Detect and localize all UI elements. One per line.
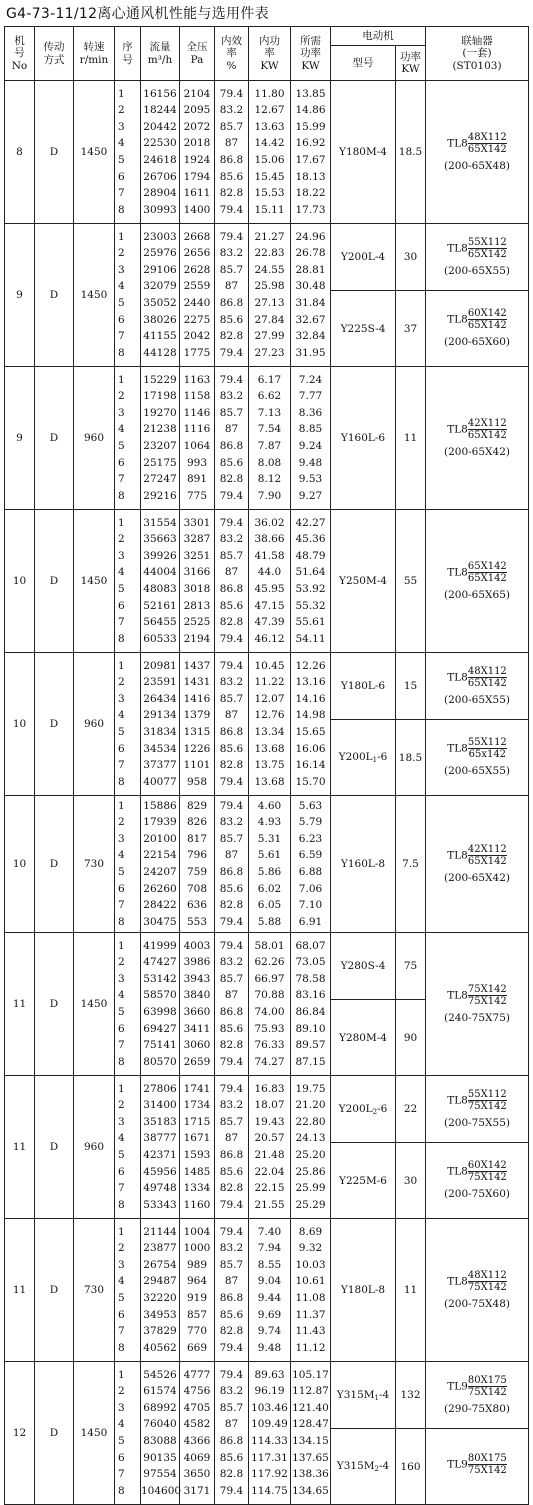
seq-list: 1 2 3 4 5 6 7 8 — [115, 1219, 141, 1362]
flow-list: 27806 31400 35183 38777 42371 45956 49748 53343 — [141, 1076, 180, 1219]
flow-list: 41999 47427 53142 58570 63998 69427 75141 80570 — [141, 933, 180, 1076]
drive: D — [35, 653, 74, 796]
efficiency-list: 79.4 83.2 85.7 87 86.8 85.6 82.8 79.4 — [215, 1076, 249, 1219]
flow-list: 31554 35663 39926 44004 48083 52161 56455 60533 — [141, 510, 180, 653]
required-power-list: 5.63 5.79 6.23 6.59 6.88 7.06 7.10 6.91 — [291, 796, 331, 933]
motor-model — [331, 1219, 396, 1362]
coupling-cell — [426, 720, 529, 796]
coupling-cell — [426, 291, 529, 367]
header-flow: 流量 m³/h — [141, 27, 180, 81]
motor-power: 30 — [396, 224, 426, 291]
coupling-denominator: 65X142 — [467, 855, 507, 867]
coupling-spec — [426, 237, 528, 260]
motor-model-base: Y280S-4 — [340, 960, 386, 972]
machine-no: 10 — [5, 510, 35, 653]
motor-model-subscript: 1 — [374, 1393, 379, 1402]
internal-power-list: 58.01 62.26 66.97 70.88 74.00 75.93 76.33 74.27 — [249, 933, 291, 1076]
coupling-type: TL9 — [447, 1380, 468, 1392]
table-row — [5, 510, 529, 653]
coupling-type: TL8 — [447, 671, 468, 683]
coupling-spec — [426, 308, 528, 331]
efficiency-list: 79.4 83.2 85.7 87 86.8 85.6 82.8 79.4 — [215, 510, 249, 653]
page-title: G4-73-11/12离心通风机性能与选用件表 — [6, 6, 269, 22]
table-row — [5, 367, 529, 510]
motor-power: 15 — [396, 653, 426, 720]
motor-model — [331, 81, 396, 224]
coupling-fraction — [468, 984, 507, 1007]
coupling-fraction — [468, 1453, 507, 1476]
coupling-cell — [426, 1143, 529, 1219]
internal-power-list: 11.80 12.67 13.63 14.42 15.06 15.45 15.53 15.11 — [249, 81, 291, 224]
required-power-list: 68.07 73.05 78.58 83.16 86.84 89.10 89.57 87.15 — [291, 933, 331, 1076]
required-power-list: 24.96 26.78 28.81 30.48 31.84 32.67 32.84 31.95 — [291, 224, 331, 367]
coupling-numerator: 55X112 — [467, 1088, 507, 1100]
coupling-denominator: 75X142 — [467, 995, 507, 1007]
machine-no: 10 — [5, 653, 35, 796]
coupling-cell — [426, 653, 529, 720]
motor-model — [331, 291, 396, 367]
coupling-type: TL8 — [447, 989, 468, 1001]
coupling-cell — [426, 1362, 529, 1429]
internal-power-list: 36.02 38.66 41.58 44.0 45.95 47.15 47.39 46.12 — [249, 510, 291, 653]
coupling-code: (200-65X55) — [444, 693, 510, 706]
motor-model — [331, 1076, 396, 1143]
motor-model-base: Y200L-4 — [340, 251, 386, 263]
drive: D — [35, 1362, 74, 1505]
coupling-code: (200-75X48) — [444, 1297, 510, 1310]
efficiency-list: 79.4 83.2 85.7 87 86.8 85.6 82.8 79.4 — [215, 796, 249, 933]
coupling-denominator: 75X142 — [467, 1386, 507, 1398]
coupling-type: TL8 — [447, 242, 468, 254]
motor-model — [331, 1000, 396, 1076]
coupling-cell — [426, 510, 529, 653]
flow-list: 16156 18244 20442 22530 24618 26706 28904 30993 — [141, 81, 180, 224]
coupling-code: (200-65X60) — [444, 336, 510, 348]
coupling-fraction — [468, 1089, 507, 1112]
motor-model — [331, 367, 396, 510]
coupling-code: (200-65X55) — [444, 264, 510, 277]
table-row — [5, 933, 529, 1000]
coupling-fraction — [468, 666, 507, 689]
pressure-list: 1004 1000 989 964 919 857 770 669 — [180, 1219, 215, 1362]
machine-no: 11 — [5, 1076, 35, 1219]
motor-power: 160 — [396, 1429, 426, 1505]
coupling-cell — [426, 933, 529, 1076]
speed: 960 — [74, 367, 115, 510]
coupling-numerator: 65X142 — [467, 560, 507, 572]
motor-model-base: Y225S-4 — [340, 322, 386, 335]
motor-model — [331, 224, 396, 291]
header-motor: 电动机 — [331, 27, 426, 46]
efficiency-list: 79.4 83.2 85.7 87 86.8 85.6 82.8 79.4 — [215, 367, 249, 510]
required-power-list: 8.69 9.32 10.03 10.61 11.08 11.37 11.43 11.12 — [291, 1219, 331, 1362]
pressure-list: 3301 3287 3251 3166 3018 2813 2525 2194 — [180, 510, 215, 653]
coupling-code: (200-75X60) — [444, 1188, 510, 1200]
motor-power: 11 — [396, 367, 426, 510]
coupling-type: TL8 — [447, 313, 468, 326]
coupling-denominator: 75X142 — [467, 1100, 507, 1112]
flow-list: 15229 17198 19270 21238 23207 25175 27247 29216 — [141, 367, 180, 510]
flow-list: 15886 17939 20100 22154 24207 26260 28422 30475 — [141, 796, 180, 933]
motor-model-suffix: -6 — [377, 1102, 388, 1115]
motor-power: 11 — [396, 1219, 426, 1362]
motor-model — [331, 720, 396, 796]
required-power-list: 7.24 7.77 8.36 8.85 9.24 9.48 9.53 9.27 — [291, 367, 331, 510]
seq-list: 1 2 3 4 5 6 7 8 — [115, 1076, 141, 1219]
speed: 1450 — [74, 224, 115, 367]
coupling-code: (200-65X48) — [444, 159, 510, 172]
motor-power: 18.5 — [396, 720, 426, 796]
coupling-cell — [426, 1076, 529, 1143]
motor-model-base: Y180L-6 — [340, 680, 386, 692]
required-power-list: 19.75 21.20 22.80 24.13 25.20 25.86 25.99 25.29 — [291, 1076, 331, 1219]
coupling-type: TL8 — [447, 137, 468, 149]
coupling-type: TL8 — [447, 1165, 468, 1178]
coupling-code: (200-65X42) — [444, 445, 510, 458]
header-machine-no: 机 号 No — [5, 27, 35, 81]
coupling-numerator: 42X112 — [467, 843, 507, 855]
coupling-fraction — [468, 1160, 507, 1183]
coupling-fraction — [468, 561, 507, 584]
speed: 1450 — [74, 81, 115, 224]
table-row — [5, 81, 529, 224]
motor-model-base: Y250M-4 — [339, 575, 387, 587]
efficiency-list: 79.4 83.2 85.7 87 86.8 85.6 82.8 79.4 — [215, 1362, 249, 1505]
motor-model-base: Y200L — [338, 751, 373, 763]
coupling-numerator: 75X142 — [467, 983, 507, 995]
required-power-list: 12.26 13.16 14.16 14.98 15.65 16.06 16.14 15.70 — [291, 653, 331, 796]
drive: D — [35, 510, 74, 653]
coupling-numerator: 42X112 — [467, 417, 507, 429]
header-speed: 转速 r/min — [74, 27, 115, 81]
seq-list: 1 2 3 4 5 6 7 8 — [115, 510, 141, 653]
speed: 960 — [74, 1076, 115, 1219]
drive: D — [35, 81, 74, 224]
motor-model — [331, 796, 396, 933]
coupling-fraction — [468, 418, 507, 441]
coupling-spec — [426, 737, 528, 760]
coupling-spec — [426, 1453, 528, 1476]
internal-power-list: 7.40 7.94 8.55 9.04 9.44 9.69 9.74 9.48 — [249, 1219, 291, 1362]
coupling-spec — [426, 132, 528, 155]
motor-model — [331, 933, 396, 1000]
speed: 730 — [74, 796, 115, 933]
coupling-code: (240-75X75) — [444, 1011, 510, 1024]
motor-model — [331, 510, 396, 653]
motor-model-base: Y315M — [336, 1388, 375, 1401]
flow-list: 23003 25976 29106 32079 35052 38026 41155 44128 — [141, 224, 180, 367]
coupling-denominator: 65X142 — [467, 677, 507, 689]
seq-list: 1 2 3 4 5 6 7 8 — [115, 796, 141, 933]
coupling-spec — [426, 1375, 528, 1398]
motor-model-suffix: -6 — [377, 751, 388, 763]
drive: D — [35, 796, 74, 933]
motor-model-subscript: 1 — [372, 756, 378, 764]
coupling-cell — [426, 367, 529, 510]
drive: D — [35, 1219, 74, 1362]
motor-model-subscript: 2 — [372, 1107, 378, 1116]
motor-model-base: Y160L-6 — [340, 432, 386, 444]
motor-model — [331, 1429, 396, 1505]
coupling-type: TL9 — [447, 1458, 468, 1471]
efficiency-list: 79.4 83.2 85.7 87 86.8 85.6 82.8 79.4 — [215, 1219, 249, 1362]
header-required-power: 所需 功率 KW — [291, 27, 331, 81]
machine-no: 9 — [5, 224, 35, 367]
speed: 1450 — [74, 1362, 115, 1505]
header-internal-power: 内功 率 KW — [249, 27, 291, 81]
coupling-code: (200-75X55) — [444, 1116, 510, 1129]
coupling-cell — [426, 796, 529, 933]
internal-power-list: 21.27 22.83 24.55 25.98 27.13 27.84 27.99 27.23 — [249, 224, 291, 367]
motor-model-base: Y160L-8 — [340, 858, 386, 870]
motor-power: 75 — [396, 933, 426, 1000]
coupling-spec — [426, 561, 528, 584]
table-row — [5, 1219, 529, 1362]
coupling-numerator: 60X142 — [467, 1160, 507, 1171]
coupling-numerator: 80X175 — [467, 1374, 507, 1386]
coupling-spec — [426, 1160, 528, 1183]
speed: 1450 — [74, 510, 115, 653]
internal-power-list: 10.45 11.22 12.07 12.76 13.34 13.68 13.75 13.68 — [249, 653, 291, 796]
flow-list: 20981 23591 26434 29134 31834 34534 37377 40077 — [141, 653, 180, 796]
efficiency-list: 79.4 83.2 85.7 87 86.8 85.6 82.8 79.4 — [215, 81, 249, 224]
speed: 960 — [74, 653, 115, 796]
machine-no: 10 — [5, 796, 35, 933]
motor-power: 22 — [396, 1076, 426, 1143]
coupling-cell — [426, 1219, 529, 1362]
coupling-denominator: 65X142 — [467, 429, 507, 441]
coupling-cell — [426, 224, 529, 291]
table-row — [5, 224, 529, 291]
pressure-list: 2668 2656 2628 2559 2440 2275 2042 1775 — [180, 224, 215, 367]
table-row — [5, 653, 529, 720]
motor-model — [331, 653, 396, 720]
coupling-cell — [426, 81, 529, 224]
header-coupling: 联轴器 (一套) (ST0103) — [426, 27, 529, 81]
seq-list: 1 2 3 4 5 6 7 8 — [115, 224, 141, 367]
coupling-type: TL8 — [447, 423, 468, 435]
machine-no: 11 — [5, 933, 35, 1076]
pressure-list: 1163 1158 1146 1116 1064 993 891 775 — [180, 367, 215, 510]
internal-power-list: 89.63 96.19 103.46 109.49 114.33 117.31 117.92 114.75 — [249, 1362, 291, 1505]
coupling-fraction — [468, 132, 507, 155]
motor-power: 37 — [396, 291, 426, 367]
pressure-list: 1741 1734 1715 1671 1593 1485 1334 1160 — [180, 1076, 215, 1219]
motor-model — [331, 1143, 396, 1219]
coupling-fraction — [468, 844, 507, 867]
pressure-list: 4003 3986 3943 3840 3660 3411 3060 2659 — [180, 933, 215, 1076]
motor-model-base: Y315M — [336, 1460, 375, 1472]
motor-model-base: Y225M-6 — [339, 1174, 387, 1187]
coupling-code: (200-65X42) — [444, 871, 510, 884]
coupling-fraction — [468, 237, 507, 260]
seq-list: 1 2 3 4 5 6 7 8 — [115, 367, 141, 510]
speed: 1450 — [74, 933, 115, 1076]
coupling-denominator: 75X142 — [467, 1172, 507, 1183]
coupling-type: TL8 — [447, 566, 468, 578]
motor-power: 90 — [396, 1000, 426, 1076]
motor-power: 55 — [396, 510, 426, 653]
table-row — [5, 1362, 529, 1429]
motor-model-base: Y280M-4 — [339, 1031, 387, 1044]
efficiency-list: 79.4 83.2 85.7 87 86.8 85.6 82.8 79.4 — [215, 933, 249, 1076]
efficiency-list: 79.4 83.2 85.7 87 86.8 85.6 82.8 79.4 — [215, 224, 249, 367]
motor-power: 132 — [396, 1362, 426, 1429]
coupling-denominator: 65X142 — [467, 320, 507, 331]
coupling-code: (290-75X80) — [444, 1402, 510, 1415]
coupling-numerator: 80X175 — [467, 1453, 507, 1464]
required-power-list: 13.85 14.86 15.99 16.92 17.67 18.13 18.22 17.73 — [291, 81, 331, 224]
table-row — [5, 1076, 529, 1143]
motor-model-base: Y180M-4 — [339, 146, 387, 158]
coupling-denominator: 65X142 — [467, 248, 507, 260]
coupling-denominator: 65X142 — [467, 572, 507, 584]
seq-list: 1 2 3 4 5 6 7 8 — [115, 653, 141, 796]
motor-power: 18.5 — [396, 81, 426, 224]
pressure-list: 829 826 817 796 759 708 636 553 — [180, 796, 215, 933]
internal-power-list: 4.60 4.93 5.31 5.61 5.86 6.02 6.05 5.88 — [249, 796, 291, 933]
coupling-spec — [426, 1089, 528, 1112]
required-power-list: 42.27 45.36 48.79 51.64 53.92 55.32 55.61 54.11 — [291, 510, 331, 653]
motor-model — [331, 1362, 396, 1429]
coupling-fraction — [468, 308, 507, 331]
machine-no: 11 — [5, 1219, 35, 1362]
coupling-type: TL8 — [447, 849, 468, 861]
header-pressure: 全压 Pa — [180, 27, 215, 81]
coupling-numerator: 55X112 — [467, 737, 507, 748]
flow-list: 54526 61574 68992 76040 83088 90135 97554 104600 — [141, 1362, 180, 1505]
coupling-code: (200-65X55) — [444, 765, 510, 777]
coupling-cell — [426, 1429, 529, 1505]
motor-model-base: Y200L — [338, 1102, 373, 1115]
pressure-list: 4777 4756 4705 4582 4366 4069 3650 3171 — [180, 1362, 215, 1505]
coupling-spec — [426, 418, 528, 441]
motor-model-subscript: 2 — [374, 1465, 379, 1473]
motor-model-base: Y180L-8 — [340, 1284, 386, 1296]
drive: D — [35, 224, 74, 367]
machine-no: 8 — [5, 81, 35, 224]
header-motor-power: 功率 KW — [396, 46, 426, 81]
required-power-list: 105.17 112.87 121.40 128.47 134.15 137.65 138.36 134.65 — [291, 1362, 331, 1505]
internal-power-list: 16.83 18.07 19.43 20.57 21.48 22.04 22.15 21.55 — [249, 1076, 291, 1219]
coupling-fraction — [468, 1375, 507, 1398]
drive: D — [35, 367, 74, 510]
coupling-fraction — [468, 1270, 507, 1293]
coupling-numerator: 48X112 — [467, 665, 507, 677]
coupling-denominator: 75X142 — [467, 1465, 507, 1476]
coupling-type: TL8 — [447, 1275, 468, 1287]
coupling-numerator: 48X112 — [467, 131, 507, 143]
coupling-denominator: 65X142 — [467, 143, 507, 155]
internal-power-list: 6.17 6.62 7.13 7.54 7.87 8.08 8.12 7.90 — [249, 367, 291, 510]
motor-power: 7.5 — [396, 796, 426, 933]
coupling-numerator: 55X112 — [467, 236, 507, 248]
motor-model-suffix: -4 — [378, 1460, 390, 1472]
coupling-fraction — [468, 737, 507, 760]
coupling-spec — [426, 1270, 528, 1293]
header-drive: 传动 方式 — [35, 27, 74, 81]
header-efficiency: 内效 率 % — [215, 27, 249, 81]
coupling-denominator: 75X142 — [467, 1281, 507, 1293]
fan-performance-table — [4, 26, 529, 1505]
seq-list: 1 2 3 4 5 6 7 8 — [115, 81, 141, 224]
coupling-denominator: 65x142 — [468, 749, 507, 760]
coupling-spec — [426, 984, 528, 1007]
pressure-list: 1437 1431 1416 1379 1315 1226 1101 958 — [180, 653, 215, 796]
seq-list: 1 2 3 4 5 6 7 8 — [115, 933, 141, 1076]
machine-no: 9 — [5, 367, 35, 510]
pressure-list: 2104 2095 2072 2018 1924 1794 1611 1400 — [180, 81, 215, 224]
efficiency-list: 79.4 83.2 85.7 87 86.8 85.6 82.8 79.4 — [215, 653, 249, 796]
header-seq: 序 号 — [115, 27, 141, 81]
coupling-type: TL8 — [447, 742, 468, 755]
drive: D — [35, 933, 74, 1076]
coupling-type: TL8 — [447, 1094, 468, 1106]
flow-list: 21144 23877 26754 29487 32220 34953 37829 40562 — [141, 1219, 180, 1362]
coupling-code: (200-65X65) — [444, 588, 510, 601]
drive: D — [35, 1076, 74, 1219]
table-body — [5, 81, 529, 1505]
header-motor-model: 型号 — [331, 46, 396, 81]
motor-model-suffix: -4 — [378, 1388, 390, 1401]
speed: 730 — [74, 1219, 115, 1362]
coupling-spec — [426, 666, 528, 689]
coupling-numerator: 48X112 — [467, 1269, 507, 1281]
table-header — [5, 27, 529, 81]
motor-power: 30 — [396, 1143, 426, 1219]
machine-no: 12 — [5, 1362, 35, 1505]
coupling-numerator: 60X142 — [467, 308, 507, 319]
coupling-spec — [426, 844, 528, 867]
table-row — [5, 796, 529, 933]
seq-list: 1 2 3 4 5 6 7 8 — [115, 1362, 141, 1505]
